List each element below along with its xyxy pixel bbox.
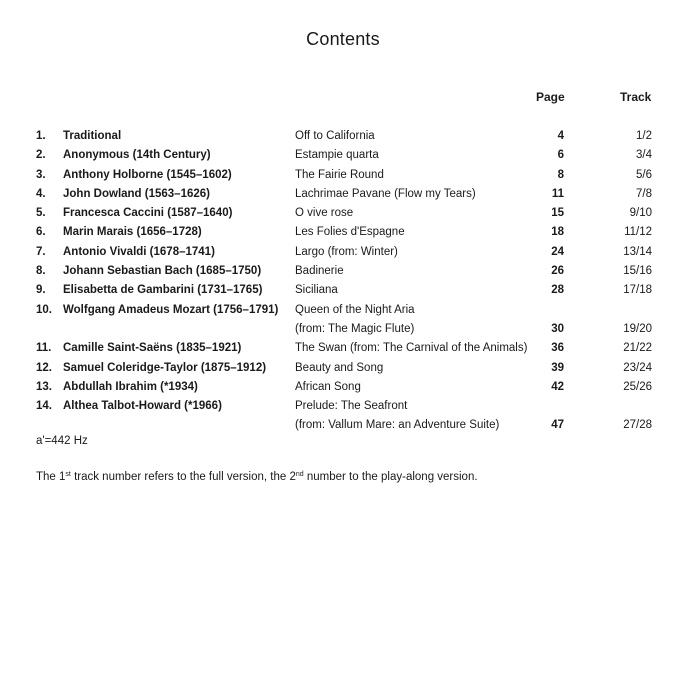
pitch-note: a'=442 Hz [36, 435, 88, 447]
entry-number: 13. [36, 380, 52, 393]
entry-page: 8 [557, 168, 564, 181]
entry-piece: Prelude: The Seafront [295, 400, 408, 413]
page-title: Contents [306, 29, 380, 49]
toc-entry [0, 146, 686, 165]
entry-piece: African Song [295, 380, 361, 393]
entry-composer: Elisabetta de Gambarini (1731–1765) [63, 284, 263, 297]
entry-track: 5/6 [636, 168, 652, 181]
entry-page: 24 [551, 245, 564, 258]
entry-number: 12. [36, 361, 52, 374]
entry-piece: Les Folies d'Espagne [295, 226, 405, 239]
entry-track: 13/14 [623, 245, 652, 258]
entry-number: 8. [36, 265, 46, 278]
entry-page: 11 [551, 187, 564, 200]
entry-composer: Abdullah Ibrahim (*1934) [63, 380, 198, 393]
entry-number: 10. [36, 303, 52, 316]
toc-entry [0, 339, 686, 358]
entry-composer: Samuel Coleridge-Taylor (1875–1912) [63, 361, 267, 374]
entry-composer: Camille Saint-Saëns (1835–1921) [63, 342, 242, 355]
entry-page: 4 [557, 130, 564, 142]
entry-page: 39 [551, 361, 564, 374]
entry-composer: Anonymous (14th Century) [63, 149, 211, 162]
track-footnote [36, 471, 478, 483]
entry-number: 4. [36, 187, 46, 200]
entry-composer: Traditional [63, 130, 122, 142]
entry-track: 3/4 [636, 149, 652, 162]
toc-entry [0, 397, 686, 416]
toc-entry [0, 243, 686, 262]
entry-track: 1/2 [636, 130, 652, 142]
entry-track: 21/22 [623, 342, 652, 355]
entry-composer: Johann Sebastian Bach (1685–1750) [63, 265, 262, 278]
entry-piece: Siciliana [295, 284, 338, 297]
entry-number: 5. [36, 207, 46, 220]
entry-piece: Largo (from: Winter) [295, 245, 398, 258]
entry-composer: Althea Talbot-Howard (*1966) [63, 400, 222, 413]
toc-entry [0, 223, 686, 242]
entry-composer: Antonio Vivaldi (1678–1741) [63, 245, 215, 258]
entry-piece: O vive rose [295, 207, 354, 220]
entry-number: 11. [36, 342, 52, 355]
entry-page: 47 [551, 419, 564, 432]
entry-page: 36 [551, 342, 564, 355]
entry-piece: (from: Vallum Mare: an Adventure Suite) [295, 419, 500, 432]
entry-piece: The Swan (from: The Carnival of the Animals) [295, 342, 528, 355]
entry-track: 27/28 [623, 419, 652, 432]
entry-number: 14. [36, 400, 52, 413]
toc-entry [0, 378, 686, 397]
footnote-text: track number refers to the full version, the 2 [70, 471, 296, 483]
entry-page: 6 [557, 149, 564, 162]
toc-entry [0, 281, 686, 300]
entry-number: 7. [36, 245, 46, 258]
entry-composer: John Dowland (1563–1626) [63, 187, 210, 200]
entry-piece: (from: The Magic Flute) [295, 322, 415, 335]
toc-entry [0, 166, 686, 185]
toc-entry [0, 320, 686, 339]
entry-page: 15 [551, 207, 564, 220]
entry-piece: Off to California [295, 130, 375, 142]
toc-entry [0, 359, 686, 378]
entry-piece: The Fairie Round [295, 168, 384, 181]
entry-composer: Wolfgang Amadeus Mozart (1756–1791) [63, 303, 279, 316]
entry-page: 18 [551, 226, 564, 239]
toc-entry [0, 204, 686, 223]
entry-track: 15/16 [623, 265, 652, 278]
entry-track: 17/18 [623, 284, 652, 297]
page-column-header: Page [536, 90, 565, 104]
entry-number: 3. [36, 168, 46, 181]
toc-entry [0, 127, 686, 146]
entry-number: 1. [36, 130, 46, 142]
entry-piece: Queen of the Night Aria [295, 303, 415, 316]
entry-track: 9/10 [629, 207, 652, 220]
entry-piece: Lachrimae Pavane (Flow my Tears) [295, 187, 476, 200]
entry-track: 11/12 [624, 226, 652, 239]
entry-track: 23/24 [623, 361, 652, 374]
toc-entry [0, 185, 686, 204]
entry-composer: Anthony Holborne (1545–1602) [63, 168, 232, 181]
entry-piece: Beauty and Song [295, 361, 384, 374]
entry-track: 19/20 [623, 322, 652, 335]
track-column-header: Track [620, 90, 652, 104]
entry-number: 9. [36, 284, 46, 297]
entry-page: 28 [551, 284, 564, 297]
toc-entry [0, 262, 686, 281]
entry-page: 30 [551, 322, 564, 335]
entry-track: 25/26 [623, 380, 652, 393]
footnote-text: number to the play-along version. [303, 471, 478, 483]
entry-number: 2. [36, 149, 46, 162]
entry-page: 42 [551, 380, 564, 393]
entry-piece: Badinerie [295, 265, 344, 278]
entry-number: 6. [36, 226, 46, 239]
footnote-text: The 1 [36, 471, 66, 483]
entry-page: 26 [551, 265, 564, 278]
entry-composer: Francesca Caccini (1587–1640) [63, 207, 233, 220]
entry-track: 7/8 [636, 187, 652, 200]
contents-list [0, 127, 686, 436]
toc-entry [0, 416, 686, 435]
footnote-superscript: st [65, 471, 71, 478]
entry-piece: Estampie quarta [295, 149, 379, 162]
entry-composer: Marin Marais (1656–1728) [63, 226, 202, 239]
toc-entry [0, 301, 686, 320]
footnote-superscript: nd [295, 471, 304, 478]
